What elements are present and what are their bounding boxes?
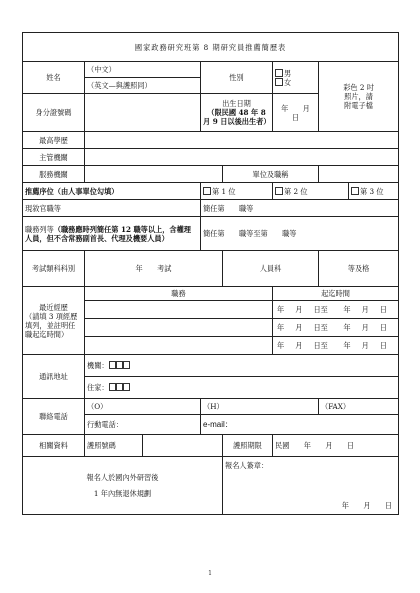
exam-year-field[interactable]: 年 考試 bbox=[85, 251, 223, 287]
rank-3-checkbox[interactable] bbox=[351, 187, 359, 195]
period-month: 月 bbox=[361, 323, 369, 332]
rank-2-label: 第 2 位 bbox=[284, 186, 308, 196]
signature-date: 年 月 日 bbox=[341, 501, 393, 510]
id-label: 身分證號碼 bbox=[23, 94, 85, 132]
experience-label-cell bbox=[23, 287, 85, 355]
signature-label: 報名人簽章： bbox=[225, 461, 269, 470]
unit-position-field[interactable] bbox=[319, 166, 399, 183]
exam-label: 考試類科科別 bbox=[23, 251, 85, 287]
rank-1-cell[interactable] bbox=[201, 183, 273, 200]
period-day-to: 日至 bbox=[313, 341, 328, 350]
gender-options bbox=[273, 62, 319, 94]
photo-note-1: 彩色 2 吋 bbox=[343, 83, 374, 92]
phone-label: 聯絡電話 bbox=[23, 399, 85, 435]
page-number: 1 bbox=[208, 570, 212, 577]
period-year: 年 bbox=[277, 305, 285, 314]
period-month: 月 bbox=[295, 323, 303, 332]
office-phone-field[interactable]: （O） bbox=[85, 399, 201, 415]
exam-staff-field[interactable]: 人員科 bbox=[223, 251, 319, 287]
unit-position-label: 單位及職稱 bbox=[223, 166, 319, 183]
period-month: 月 bbox=[361, 341, 369, 350]
name-english-field[interactable]: （英文—與護照同） bbox=[85, 78, 201, 94]
period-day: 日 bbox=[379, 341, 387, 350]
male-label: 男 bbox=[284, 68, 292, 78]
rank-3-cell[interactable] bbox=[349, 183, 399, 200]
form-title: 國家政務研究班第 8 期研究員推薦簡歷表 bbox=[23, 33, 399, 62]
photo-note-2: 照片，請 bbox=[344, 92, 373, 101]
zip-box[interactable] bbox=[116, 361, 123, 369]
experience-position-field[interactable] bbox=[85, 319, 273, 337]
birth-label: 出生日期 bbox=[222, 99, 251, 108]
name-chinese-field[interactable]: （中文） bbox=[85, 62, 201, 78]
form-table bbox=[22, 32, 399, 515]
current-rank-label: 現敘官職等 bbox=[23, 200, 201, 217]
period-day: 日 bbox=[379, 305, 387, 314]
mobile-field[interactable]: 行動電話： bbox=[85, 415, 201, 435]
birth-label-cell bbox=[201, 94, 273, 132]
experience-period-header: 起迄時間 bbox=[273, 287, 399, 301]
birth-date-field[interactable]: 年 月 日 bbox=[273, 94, 319, 132]
passport-field[interactable] bbox=[143, 435, 223, 457]
home-phone-field[interactable]: （H） bbox=[201, 399, 319, 415]
passport-expiry-label: 護照期限 bbox=[223, 435, 273, 457]
name-label: 姓名 bbox=[23, 62, 85, 94]
experience-position-header: 職務 bbox=[85, 287, 273, 301]
passport-label: 護照號碼 bbox=[85, 435, 143, 457]
period-year: 年 bbox=[343, 341, 351, 350]
agency-field[interactable] bbox=[85, 149, 399, 166]
rank-3-label: 第 3 位 bbox=[360, 186, 384, 196]
position-rank-label: 職務列等 bbox=[25, 224, 54, 234]
period-day-to: 日至 bbox=[313, 323, 328, 332]
rank-2-cell[interactable] bbox=[273, 183, 349, 200]
email-field[interactable]: e-mail： bbox=[201, 415, 399, 435]
pledge-line-2: 1 年內無退休規劃 bbox=[93, 488, 152, 498]
experience-period-field[interactable] bbox=[273, 319, 399, 337]
female-checkbox[interactable] bbox=[275, 78, 283, 86]
experience-position-field[interactable] bbox=[85, 301, 273, 319]
birth-note: （限民國 48 年 8 月 9 日以後出生者） bbox=[203, 108, 271, 126]
resume-form bbox=[22, 32, 398, 515]
agency-label: 主管機關 bbox=[23, 149, 85, 166]
position-rank-field[interactable]: 簡任第 職等至第 職等 bbox=[201, 217, 399, 251]
pledge-line-1: 報名人於國內外研習後 bbox=[86, 472, 159, 482]
period-year: 年 bbox=[277, 323, 285, 332]
gender-label: 性別 bbox=[201, 62, 273, 94]
photo-note-3: 附電子檔 bbox=[344, 101, 373, 110]
ranking-label: 推薦序位（由人事單位勾填） bbox=[23, 183, 201, 200]
zip-box[interactable] bbox=[123, 383, 130, 391]
female-label: 女 bbox=[284, 77, 292, 87]
period-year: 年 bbox=[277, 341, 285, 350]
pledge-cell bbox=[23, 457, 223, 515]
experience-period-field[interactable] bbox=[273, 337, 399, 355]
exam-grade-field[interactable]: 等及格 bbox=[319, 251, 399, 287]
rank-2-checkbox[interactable] bbox=[275, 187, 283, 195]
id-field[interactable] bbox=[85, 94, 201, 132]
zip-box[interactable] bbox=[123, 361, 130, 369]
photo-box[interactable] bbox=[319, 62, 399, 132]
period-month: 月 bbox=[361, 305, 369, 314]
experience-note: （請填 3 項經歷填列，並註明任職起迄時間） bbox=[25, 311, 78, 339]
experience-label: 最近經歷 bbox=[39, 302, 68, 312]
address-label: 通訊地址 bbox=[23, 355, 85, 399]
passport-expiry-field[interactable]: 民國 年 月 日 bbox=[273, 435, 399, 457]
signature-field[interactable] bbox=[223, 457, 399, 515]
office-address-field[interactable] bbox=[85, 355, 399, 377]
male-checkbox[interactable] bbox=[275, 69, 283, 77]
period-year: 年 bbox=[343, 323, 351, 332]
period-day: 日 bbox=[379, 323, 387, 332]
experience-period-field[interactable] bbox=[273, 301, 399, 319]
zip-box[interactable] bbox=[116, 383, 123, 391]
rank-1-checkbox[interactable] bbox=[203, 187, 211, 195]
period-month: 月 bbox=[295, 341, 303, 350]
experience-position-field[interactable] bbox=[85, 337, 273, 355]
service-field[interactable] bbox=[85, 166, 223, 183]
position-rank-cell bbox=[23, 217, 201, 251]
related-label: 相關資料 bbox=[23, 435, 85, 457]
office-address-label: 機關： bbox=[87, 361, 109, 370]
zip-box[interactable] bbox=[109, 383, 116, 391]
home-address-field[interactable] bbox=[85, 377, 399, 399]
zip-box[interactable] bbox=[109, 361, 116, 369]
service-label: 服務機關 bbox=[23, 166, 85, 183]
period-year: 年 bbox=[343, 305, 351, 314]
home-address-label: 住家： bbox=[87, 383, 109, 392]
position-rank-note: （職務應時列簡任第 12 職等以上，含權理人員，但不含常務副首長、代理及機要人員） bbox=[25, 224, 191, 243]
current-rank-field[interactable]: 簡任第 職等 bbox=[201, 200, 399, 217]
period-month: 月 bbox=[295, 305, 303, 314]
fax-field[interactable]: （FAX） bbox=[319, 399, 399, 415]
education-field[interactable] bbox=[85, 132, 399, 149]
period-day-to: 日至 bbox=[313, 305, 328, 314]
education-label: 最高學歷 bbox=[23, 132, 85, 149]
rank-1-label: 第 1 位 bbox=[212, 186, 236, 196]
